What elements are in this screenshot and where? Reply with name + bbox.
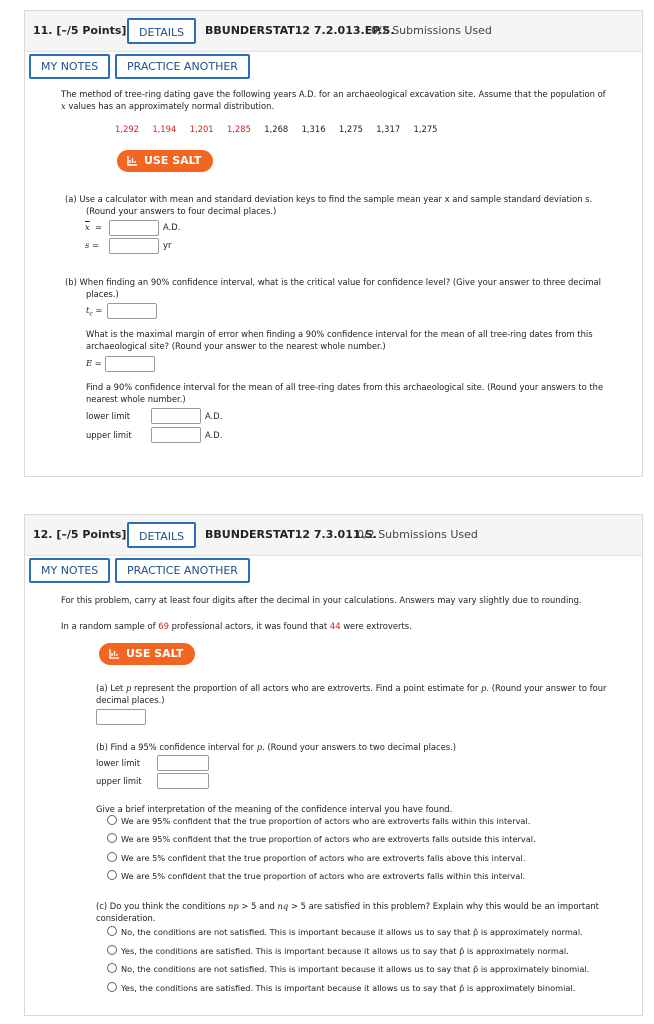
details-button[interactable]: DETAILS (127, 18, 196, 44)
sample-mean-input[interactable] (109, 220, 159, 236)
my-notes-button[interactable]: MY NOTES (29, 558, 110, 583)
data-value: 1,201 (189, 124, 214, 134)
margin-of-error-input[interactable] (105, 356, 155, 372)
s-unit: yr (163, 240, 172, 250)
submissions-used: 0/2 Submissions Used (371, 24, 492, 37)
data-value: 1,292 (115, 124, 139, 134)
xbar-unit: A.D. (163, 222, 181, 232)
upper-limit-input[interactable] (151, 427, 201, 443)
extrovert-count: 44 (329, 621, 341, 631)
sample-size: 69 (158, 621, 169, 631)
interpretation-radio-2[interactable] (107, 833, 117, 843)
interpretation-option-3: We are 5% confident that the true proportion of actors who are extroverts falls above this interval. (121, 853, 526, 863)
part-a-prompt: (a) Let p represent the proportion of all actors who are extroverts. Find a point estimate for p. (Round your answer to four decimal places.) (96, 683, 607, 705)
part-a-prompt: (a) Use a calculator with mean and standard deviation keys to find the sample mean year x and sample standard deviation s. (Round your answers to four decimal places.) (65, 194, 593, 216)
condition-radio-4[interactable] (107, 982, 117, 992)
condition-option-3: No, the conditions are not satisfied. This is important because it allows us to say that p̂ is approximately binomial. (121, 964, 590, 974)
data-value: 1,285 (226, 124, 251, 134)
s-label: s = (85, 240, 99, 250)
question-12-toolbar (25, 556, 642, 592)
chart-icon (127, 155, 138, 166)
upper-limit-unit: A.D. (205, 430, 223, 440)
condition-option-1: No, the conditions are not satisfied. This is important because it allows us to say that p̂ is approximately normal. (121, 927, 583, 937)
interpretation-radio-3[interactable] (107, 852, 117, 862)
question-12-card (24, 514, 643, 1016)
E-label: E = (86, 358, 102, 368)
condition-option-4: Yes, the conditions are satisfied. This is important because it allows us to say that p̂ is approximately binomial. (121, 983, 576, 993)
practice-another-button[interactable]: PRACTICE ANOTHER (115, 54, 250, 79)
critical-value-input[interactable] (107, 303, 157, 319)
question-number: 12. [–/5 Points] (33, 528, 127, 541)
interpretation-radio-4[interactable] (107, 870, 117, 880)
condition-radio-3[interactable] (107, 963, 117, 973)
question-code: BBUNDERSTAT12 7.3.011.S. (205, 528, 377, 541)
part-c-prompt: (c) Do you think the conditions np > 5 and nq > 5 are satisfied in this problem? Explain why this would be an important consideration. (96, 901, 599, 923)
question-12-header (25, 515, 642, 556)
question-code: BBUNDERSTAT12 7.2.013.EP.S. (205, 24, 395, 37)
lower-limit-input[interactable] (151, 408, 201, 424)
practice-another-button[interactable]: PRACTICE ANOTHER (115, 558, 250, 583)
details-button[interactable]: DETAILS (127, 522, 196, 548)
lower-limit-label: lower limit (96, 758, 140, 768)
question-11-card (24, 10, 643, 477)
lower-limit-input[interactable] (157, 755, 209, 771)
data-value: 1,316 (301, 124, 326, 134)
interpretation-prompt: Give a brief interpretation of the meaning of the confidence interval you have found. (96, 804, 453, 814)
interpretation-option-1: We are 95% confident that the true proportion of actors who are extroverts falls within this interval. (121, 816, 531, 826)
sample-statement: In a random sample of 69 professional actors, it was found that 44 were extroverts. (61, 621, 412, 631)
data-values (115, 123, 437, 135)
condition-option-2: Yes, the conditions are satisfied. This is important because it allows us to say that p̂ is approximately normal. (121, 946, 569, 956)
intro-text: The method of tree-ring dating gave the following years A.D. for an archaeological excavation site. Assume that the population of x values has an approximately normal distribution. (61, 88, 636, 112)
margin-error-prompt: What is the maximal margin of error when finding a 90% confidence interval for the mean of all tree-ring dates from this archaeological site? (Round your answer to the nearest whole number.) (86, 329, 593, 351)
question-12-body (25, 592, 642, 1012)
question-11-toolbar (25, 52, 642, 88)
lower-limit-unit: A.D. (205, 411, 223, 421)
submissions-used: 0/2 Submissions Used (357, 528, 478, 541)
interpretation-option-4: We are 5% confident that the true proportion of actors who are extroverts falls within this interval. (121, 871, 526, 881)
chart-icon (109, 648, 120, 659)
point-estimate-input[interactable] (96, 709, 146, 725)
condition-radio-1[interactable] (107, 926, 117, 936)
upper-limit-input[interactable] (157, 773, 209, 789)
data-value: 1,317 (376, 124, 401, 134)
data-value: 1,268 (264, 124, 289, 134)
use-salt-button[interactable]: USE SALT (117, 150, 213, 172)
instruction-text: For this problem, carry at least four digits after the decimal in your calculations. Answers may vary slightly due to rounding. (61, 595, 582, 605)
data-value: 1,194 (152, 124, 177, 134)
part-b-prompt: (b) Find a 95% confidence interval for p. (Round your answers to two decimal places.) (96, 742, 457, 752)
lower-limit-label: lower limit (86, 411, 130, 421)
part-b-prompt: (b) When finding an 90% confidence interval, what is the critical value for confidence level? (Give your answer to three decimal places.) (65, 277, 601, 299)
tc-label: $t_c$ = (86, 305, 103, 318)
confidence-interval-prompt: Find a 90% confidence interval for the mean of all tree-ring dates from this archaeological site. (Round your answers to the nearest whole number.) (86, 382, 604, 404)
question-11-body (25, 88, 642, 473)
interpretation-option-2: We are 95% confident that the true proportion of actors who are extroverts falls outside this interval. (121, 834, 536, 844)
xbar-label: $\overline{x}$ = (85, 222, 103, 232)
question-11-header (25, 11, 642, 52)
data-value: 1,275 (338, 124, 363, 134)
my-notes-button[interactable]: MY NOTES (29, 54, 110, 79)
data-value: 1,275 (413, 124, 438, 134)
use-salt-button[interactable]: USE SALT (99, 643, 195, 665)
condition-radio-2[interactable] (107, 945, 117, 955)
upper-limit-label: upper limit (96, 776, 142, 786)
question-number: 11. [–/5 Points] (33, 24, 127, 37)
intro-line-2: x values has an approximately normal distribution. (61, 101, 275, 111)
sample-sd-input[interactable] (109, 238, 159, 254)
interpretation-radio-1[interactable] (107, 815, 117, 825)
upper-limit-label: upper limit (86, 430, 132, 440)
